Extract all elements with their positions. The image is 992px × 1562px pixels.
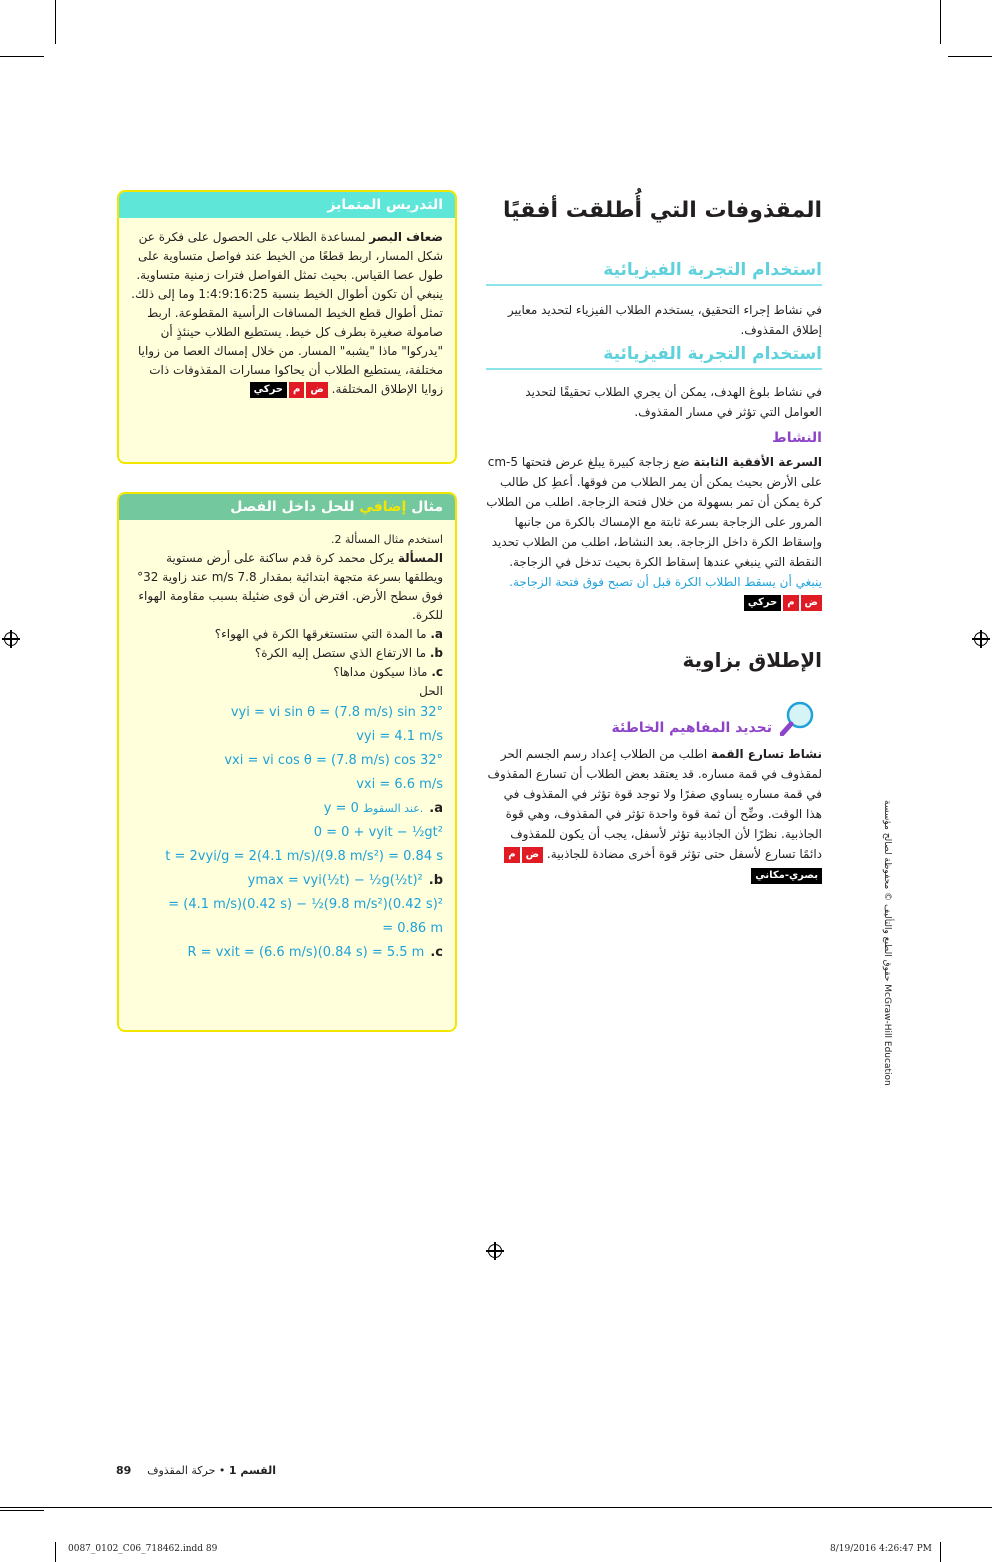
- solution-label: الحل: [419, 684, 443, 698]
- problem-label: المسألة: [397, 551, 443, 565]
- differentiated-body: [119, 218, 455, 409]
- section-heading: استخدام التجربة الفيزيائية: [486, 344, 822, 370]
- page-number: 89: [116, 1464, 132, 1477]
- example-body: [119, 520, 455, 975]
- question-b-text: ما الارتفاع الذي ستصل إليه الكرة؟: [254, 646, 427, 660]
- question-c: c. ماذا سيكون مداها؟: [333, 665, 443, 679]
- equation: = (4.1 m/s)(0.42 s) − ½(9.8 m/s²)(0.42 s)²: [168, 897, 443, 912]
- section-text: في نشاط إجراء التحقيق، يستخدم الطلاب الفيزياء لتحديد معايير إطلاق المقذوف.: [507, 303, 822, 337]
- activity-body: ضع زجاجة كبيرة يبلغ عرض فتحتها 5-cm على الأرض بحيث يمكن أن يمر الطلاب من فوقها. أعطِ كل طالب كرة يمكن أن تمر بسهولة من خلال فتحة الزجاجة. اطلب من الطلاب المرور على الزجاجة بسرعة ثابتة مع الإمساك بالكرة من جانبها وإسقاط الكرة داخل الزجاجة. بعد النشاط، اطلب من الطلاب تحديد النقطة التي ينبغي عندها إسقاط الكرة بحيث تدخل في الزجاجة.: [486, 455, 822, 569]
- example-heading-b: إضافي: [359, 499, 407, 515]
- misconception-lead: نشاط تسارع القمة: [711, 747, 822, 761]
- misconception-text: [486, 744, 822, 884]
- chip: حركي: [744, 595, 781, 611]
- misconception-body: اطلب من الطلاب إعداد رسم الجسم الحر لمقذوف في قمة مساره. قد يعتقد بعض الطلاب أن تسارع المقذوف في قمة مساره يساوي صفرًا ولا توجد قوة تؤثر في المقذوف في هذا الوقت. وضِّح أن ثمة قوة واحدة تؤثر في المقذوف، وهي قوة الجاذبية. نظرًا لأن الجاذبية تؤثر لأسفل، يجب أن يكون للمقذوف دائمًا تسارع لأسفل حتى تؤثر قوة أخرى مضادة للجاذبية.: [487, 747, 822, 861]
- equation: vxi = vi cos θ = (7.8 m/s) cos 32°: [224, 753, 443, 768]
- equation: = 0.86 m: [382, 921, 443, 936]
- crop-mark: [940, 0, 941, 44]
- problem-text: يركل محمد كرة قدم ساكنة على أرض مستوية ويطلقها بسرعة متجهة ابتدائية بمقدار 7.8 m/s عند زاوية 32° فوق سطح الأرض. افترض أن قوى ضئيلة بسبب مقاومة الهواء للكرة.: [137, 551, 443, 622]
- chip: بصري-مكاني: [751, 868, 822, 884]
- equation: 0 = 0 + vyit − ½gt²: [313, 825, 443, 840]
- example-heading: [119, 494, 455, 520]
- chip: م: [783, 595, 798, 611]
- magnifier-icon: [780, 700, 816, 736]
- equation: vxi = 6.6 m/s: [356, 777, 443, 792]
- differentiated-box: [117, 190, 457, 464]
- example-intro: استخدم مثال المسألة 2.: [330, 533, 443, 546]
- differentiated-heading: التدريس المتمايز: [119, 192, 455, 218]
- page-title: المقذوفات التي أُطلقت أفقيًا: [503, 198, 822, 223]
- activity-text: [486, 452, 822, 612]
- example-problem: [131, 549, 443, 625]
- differentiated-text: لمساعدة الطلاب على الحصول على فكرة عن شكل المسار، اربط قطعًا من الخيط عند فواصل متساوية على طول عصا القياس. بحيث تمثل الفواصل فترات زمنية متساوية. ينبغي أن تكون أطوال الخيط بنسبة 1:4:9:16:25 وما إلى ذلك. تمثل أطوال قطع الخيط المسافات الرأسية المقطوعة. اربط صامولة صغيرة بطرف كل خيط. يستطيع الطلاب حينئذٍ أن "يدركوا" ماذا "يشبه" المسار. من خلال إمساك العصا من زوايا مختلفة، يستطيع الطلاب أن يحاكوا مسارات المقذوفات ذات زوايا الإطلاق المختلفة.: [131, 230, 443, 396]
- equation-text: y = 0: [323, 801, 359, 816]
- example-heading-c: للحل داخل الفصل: [230, 499, 355, 515]
- equation-note: عند السقوط.: [362, 802, 424, 815]
- angle-title: الإطلاق بزاوية: [682, 648, 822, 672]
- lesson-label: حركة المقذوف: [147, 1464, 216, 1477]
- chip: ض: [522, 847, 543, 863]
- chip: ض: [801, 595, 822, 611]
- chip: م: [289, 382, 304, 398]
- differentiated-chips: [250, 382, 328, 398]
- activity-heading: النشاط: [772, 430, 822, 446]
- crop-mark: [0, 1510, 44, 1511]
- equation-text: R = vxit = (6.6 m/s)(0.84 s) = 5.5 m: [187, 945, 425, 960]
- equation-a: y = 0 عند السقوط. .a: [323, 801, 443, 816]
- crop-mark: [55, 1542, 56, 1562]
- equation-text: ymax = vyi(½t) − ½g(½t)²: [247, 873, 423, 888]
- file-name: 0087_0102_C06_718462.indd 89: [68, 1544, 218, 1554]
- activity-lead: السرعة الأفقية الثابتة: [693, 455, 822, 469]
- activity-chips: [744, 595, 822, 611]
- equation: t = 2vyi/g = 2(4.1 m/s)/(9.8 m/s²) = 0.84 s: [165, 849, 443, 864]
- crop-mark: [948, 56, 992, 57]
- example-box: [117, 492, 457, 1032]
- question-b: b. ما الارتفاع الذي ستصل إليه الكرة؟: [254, 646, 443, 660]
- equation-c: R = vxit = (6.6 m/s)(0.84 s) = 5.5 m .c: [187, 945, 443, 960]
- chip: حركي: [250, 382, 287, 398]
- chip: م: [504, 847, 519, 863]
- crop-mark: [940, 1542, 941, 1562]
- print-date: 8/19/2016 4:26:47 PM: [830, 1544, 932, 1554]
- equation: vyi = 4.1 m/s: [356, 729, 443, 744]
- copyright-note: [876, 800, 896, 1100]
- example-heading-a: مثال: [411, 499, 443, 515]
- misconception-chips: [504, 847, 543, 863]
- question-a-text: ما المدة التي ستستغرقها الكرة في الهواء؟: [214, 627, 427, 641]
- misconception-heading: تحديد المفاهيم الخاطئة: [611, 720, 772, 736]
- module-label: القسم 1: [228, 1464, 276, 1477]
- crop-mark: [0, 56, 44, 57]
- copyright-text: حقوق الطبع والتأليف © محفوظة لصالح مؤسسة McGraw-Hill Education: [882, 800, 892, 1086]
- crop-mark: [55, 0, 56, 44]
- question-a: a. ما المدة التي ستستغرقها الكرة في الهواء؟: [214, 627, 443, 641]
- differentiated-lead: ضعاف البصر: [369, 230, 443, 244]
- section-heading: استخدام التجربة الفيزيائية: [486, 260, 822, 286]
- activity-answer: ينبغي أن يسقط الطلاب الكرة قبل أن تصبح فوق فتحة الزجاجة.: [509, 575, 822, 589]
- equation-b: ymax = vyi(½t) − ½g(½t)² .b: [247, 873, 443, 888]
- page-footer: القسم 1 • حركة المقذوف: [147, 1464, 276, 1477]
- equation: vyi = vi sin θ = (7.8 m/s) sin 32°: [230, 705, 443, 720]
- registration-mark-icon: [2, 630, 20, 648]
- question-c-text: ماذا سيكون مداها؟: [333, 665, 428, 679]
- registration-mark-icon: [972, 630, 990, 648]
- chip: ض: [306, 382, 327, 398]
- section-text: في نشاط بلوغ الهدف، يمكن أن يجري الطلاب تحقيقًا لتحديد العوامل التي تؤثر في مسار المقذوف.: [525, 385, 822, 419]
- registration-mark-icon: [486, 1242, 504, 1260]
